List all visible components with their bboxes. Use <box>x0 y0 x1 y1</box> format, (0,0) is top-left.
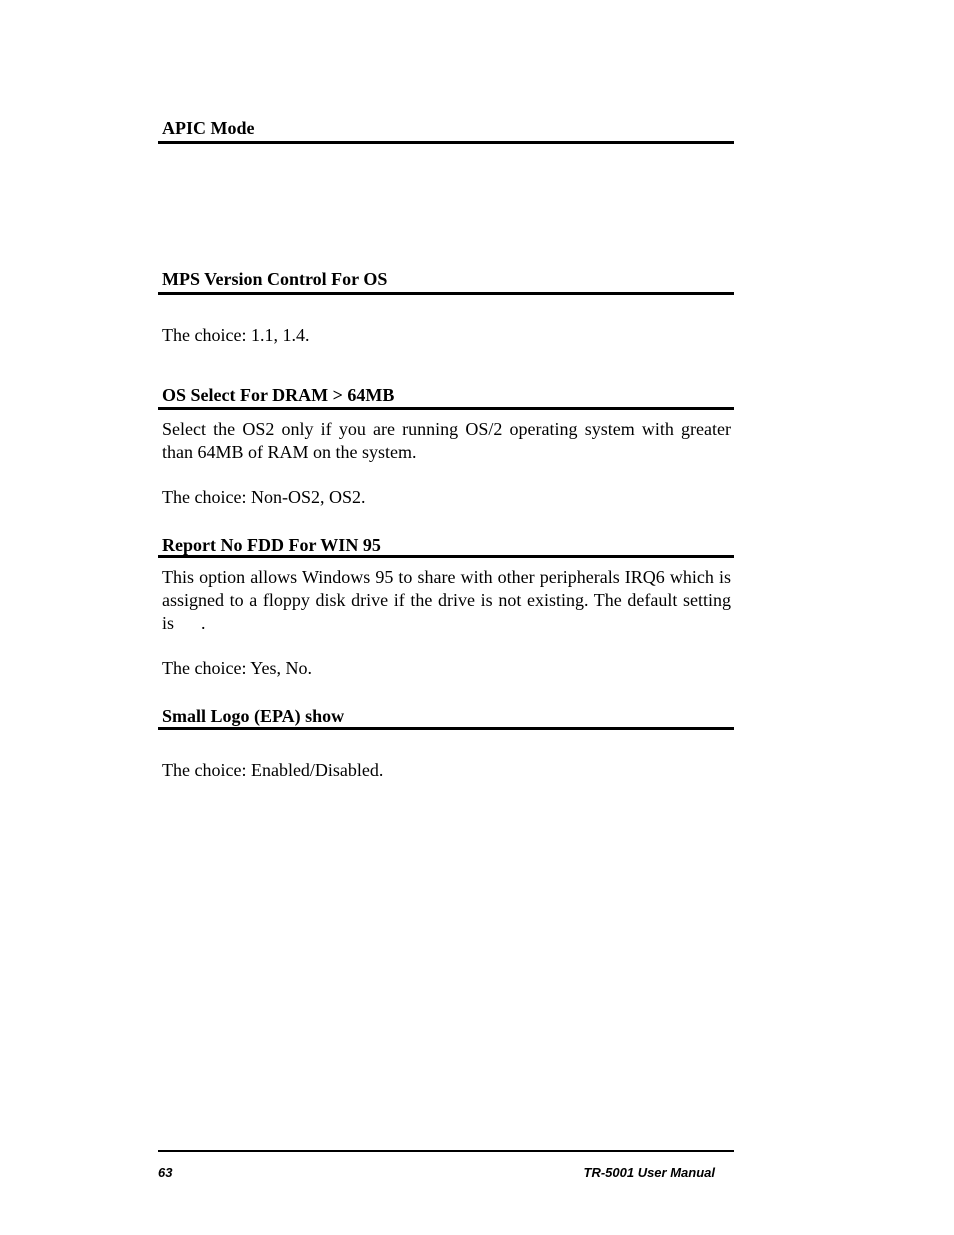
heading-rule <box>158 407 734 410</box>
mps-choice-text: The choice: 1.1, 1.4. <box>162 325 310 345</box>
manual-title: TR-5001 User Manual <box>583 1165 715 1180</box>
heading-rule <box>158 555 734 558</box>
page-number: 63 <box>158 1165 173 1180</box>
heading-mps-version-control: MPS Version Control For OS <box>162 269 388 289</box>
heading-os-select-dram: OS Select For DRAM > 64MB <box>162 385 395 405</box>
heading-small-logo: Small Logo (EPA) show <box>162 706 345 726</box>
heading-apic-mode: APIC Mode <box>162 118 255 138</box>
os-select-choice-text: The choice: Non-OS2, OS2. <box>162 487 366 507</box>
heading-rule <box>158 141 734 144</box>
heading-rule <box>158 727 734 730</box>
small-logo-choice-text: The choice: Enabled/Disabled. <box>162 760 384 780</box>
footer-rule <box>158 1150 734 1152</box>
heading-rule <box>158 292 734 295</box>
report-fdd-choice-text: The choice: Yes, No. <box>162 658 312 678</box>
os-select-description: Select the OS2 only if you are running OS/2 operating system with greater than 64MB of RAM on the system. <box>162 419 731 462</box>
report-fdd-description: This option allows Windows 95 to share with other peripherals IRQ6 which is assigned to a floppy disk drive if the drive is not existing. The default setting is . <box>162 567 736 633</box>
heading-report-no-fdd: Report No FDD For WIN 95 <box>162 535 381 555</box>
